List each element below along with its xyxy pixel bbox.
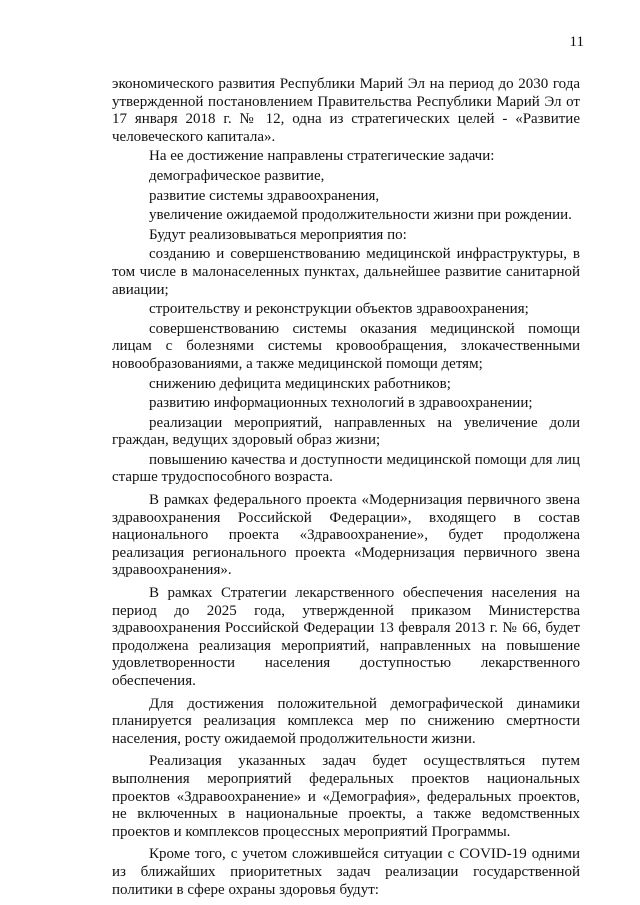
list-item-healthy-lifestyle: реализации мероприятий, направленных на увеличение доли граждан, ведущих здоровый образ жизни;	[112, 414, 580, 449]
list-item-medical-care: совершенствованию системы оказания медицинской помощи лицам с болезнями системы кровообращения, злокачественными новообразованиями, а также медицинской помощи детям;	[112, 320, 580, 372]
paragraph-primary-care-project: В рамках федерального проекта «Модернизация первичного звена здравоохранения Российской Федерации», входящего в состав национального проекта «Здравоохранение», будет продолжена реализация регионального проекта «Модернизация первичного звена здравоохранения».	[112, 492, 580, 579]
list-item-infrastructure: созданию и совершенствованию медицинской инфраструктуры, в том числе в малонаселенных пунктах, дальнейшее развитие санитарной авиации;	[112, 246, 580, 298]
list-item-life-expectancy: увеличение ожидаемой продолжительности жизни при рождении.	[149, 207, 572, 224]
list-item-staff-shortage: снижению дефицита медицинских работников;	[149, 375, 451, 392]
paragraph-implementation: Реализация указанных задач будет осуществляться путем выполнения мероприятий федеральных проектов национальных проектов «Здравоохранение» и «Демография», федеральных проектов, не включенных в национальные проекты, а также ведомственных проектов и комплексов процессных мероприятий Программы.	[112, 753, 580, 840]
paragraph-activities-intro: Будут реализовываться мероприятия по:	[149, 226, 407, 243]
paragraph-demographic-dynamics: Для достижения положительной демографической динамики планируется реализация комплекса мер по снижению смертности населения, росту ожидаемой продолжительности жизни.	[112, 695, 580, 747]
paragraph-continuation: экономического развития Республики Марий Эл на период до 2030 года утвержденной постановлением Правительства Республики Марий Эл от 17 января 2018 г. № 12, одна из стратегических целей - «Развитие человеческого капитала».	[112, 76, 580, 145]
document-body	[112, 76, 580, 901]
list-item-elderly-care: повышению качества и доступности медицинской помощи для лиц старше трудоспособного возраста.	[112, 451, 580, 486]
paragraph-covid: Кроме того, с учетом сложившейся ситуации с COVID-19 одними из ближайших приоритетных задач реализации государственной политики в сфере охраны здоровья будут:	[112, 846, 580, 898]
paragraph-tasks-intro: На ее достижение направлены стратегические задачи:	[149, 148, 495, 165]
list-item-construction: строительству и реконструкции объектов здравоохранения;	[149, 301, 529, 318]
list-item-healthcare: развитие системы здравоохранения,	[149, 187, 380, 204]
list-item-demography: демографическое развитие,	[149, 167, 325, 184]
page-number: 11	[569, 34, 584, 50]
paragraph-drug-strategy: В рамках Стратегии лекарственного обеспечения населения на период до 2025 года, утвержденной приказом Министерства здравоохранения Российской Федерации 13 февраля 2013 г. № 66, будет продолжена реализация мероприятий, направленных на повышение удовлетворенности населения доступностью лекарственного обеспечения.	[112, 585, 580, 689]
list-item-it: развитию информационных технологий в здравоохранении;	[149, 395, 533, 412]
